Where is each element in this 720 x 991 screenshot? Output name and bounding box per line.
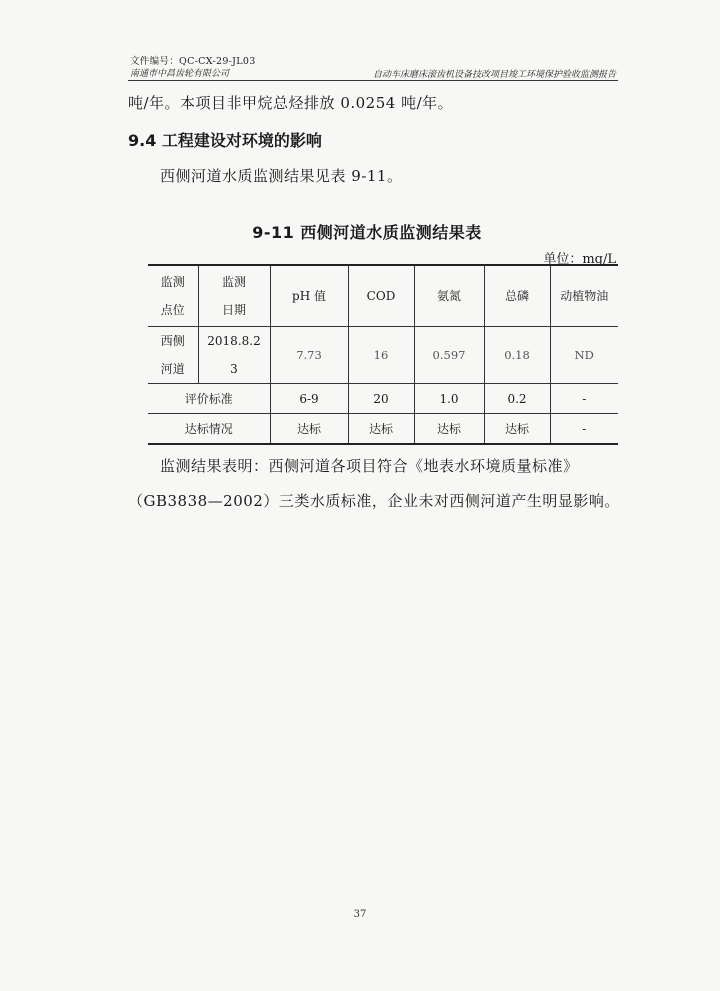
cell-ammonia: 0.597 bbox=[414, 327, 484, 384]
cell-ph: 7.73 bbox=[270, 327, 348, 384]
paragraph-intro: 西侧河道水质监测结果见表 9-11。 bbox=[160, 167, 403, 185]
cell-point bbox=[148, 327, 198, 384]
header-oil: 动植物油 bbox=[550, 265, 618, 327]
table-title: 9-11 西侧河道水质监测结果表 bbox=[252, 223, 482, 242]
cell-phosphorus: 0.18 bbox=[484, 327, 550, 384]
table-standard-row bbox=[148, 384, 618, 414]
table-unit: 单位：mg/L bbox=[543, 252, 616, 267]
header-ph: pH 值 bbox=[270, 265, 348, 327]
header-point bbox=[148, 265, 198, 327]
cell-oil: ND bbox=[550, 327, 618, 384]
header-divider bbox=[128, 80, 618, 81]
company-name: 南通市中昌齿轮有限公司 bbox=[130, 69, 230, 79]
page-number: 37 bbox=[353, 909, 367, 920]
header-cod: COD bbox=[348, 265, 414, 327]
cell-date-line2: 3 bbox=[230, 362, 238, 376]
table-data-row bbox=[148, 327, 618, 384]
header-date-line2: 日期 bbox=[221, 303, 246, 317]
cell-date-line1: 2018.8.2 bbox=[207, 334, 261, 348]
standard-label: 评价标准 bbox=[148, 384, 270, 414]
report-title: 自动车床磨床滚齿机设备技改项目竣工环境保护验收监测报告 bbox=[372, 70, 616, 80]
standard-oil: - bbox=[550, 384, 618, 414]
standard-ammonia: 1.0 bbox=[414, 384, 484, 414]
header-ammonia: 氨氮 bbox=[414, 265, 484, 327]
paragraph-conclusion-1: 监测结果表明：西侧河道各项目符合《地表水环境质量标准》 bbox=[160, 457, 579, 475]
cell-point-line1: 西侧 bbox=[160, 334, 185, 348]
header-date-line1: 监测 bbox=[221, 275, 246, 289]
cell-cod: 16 bbox=[348, 327, 414, 384]
paragraph-emissions: 吨/年。本项目非甲烷总烃排放 0.0254 吨/年。 bbox=[128, 94, 454, 112]
document-code: 文件编号：QC-CX-29-JL03 bbox=[130, 56, 256, 67]
header-date bbox=[198, 265, 270, 327]
standard-ph: 6-9 bbox=[270, 384, 348, 414]
table-status-row bbox=[148, 414, 618, 445]
status-ph: 达标 bbox=[270, 414, 348, 445]
header-point-line1: 监测 bbox=[160, 275, 185, 289]
paragraph-conclusion-2: （GB3838—2002）三类水质标准，企业未对西侧河道产生明显影响。 bbox=[128, 492, 620, 510]
standard-phosphorus: 0.2 bbox=[484, 384, 550, 414]
cell-date bbox=[198, 327, 270, 384]
table-header-row bbox=[148, 265, 618, 327]
cell-point-line2: 河道 bbox=[160, 362, 185, 376]
status-cod: 达标 bbox=[348, 414, 414, 445]
header-point-line2: 点位 bbox=[160, 303, 185, 317]
water-quality-table bbox=[148, 264, 618, 445]
status-label: 达标情况 bbox=[148, 414, 270, 445]
section-heading: 9.4 工程建设对环境的影响 bbox=[128, 131, 322, 150]
status-phosphorus: 达标 bbox=[484, 414, 550, 445]
status-oil: - bbox=[550, 414, 618, 445]
header-phosphorus: 总磷 bbox=[484, 265, 550, 327]
status-ammonia: 达标 bbox=[414, 414, 484, 445]
standard-cod: 20 bbox=[348, 384, 414, 414]
